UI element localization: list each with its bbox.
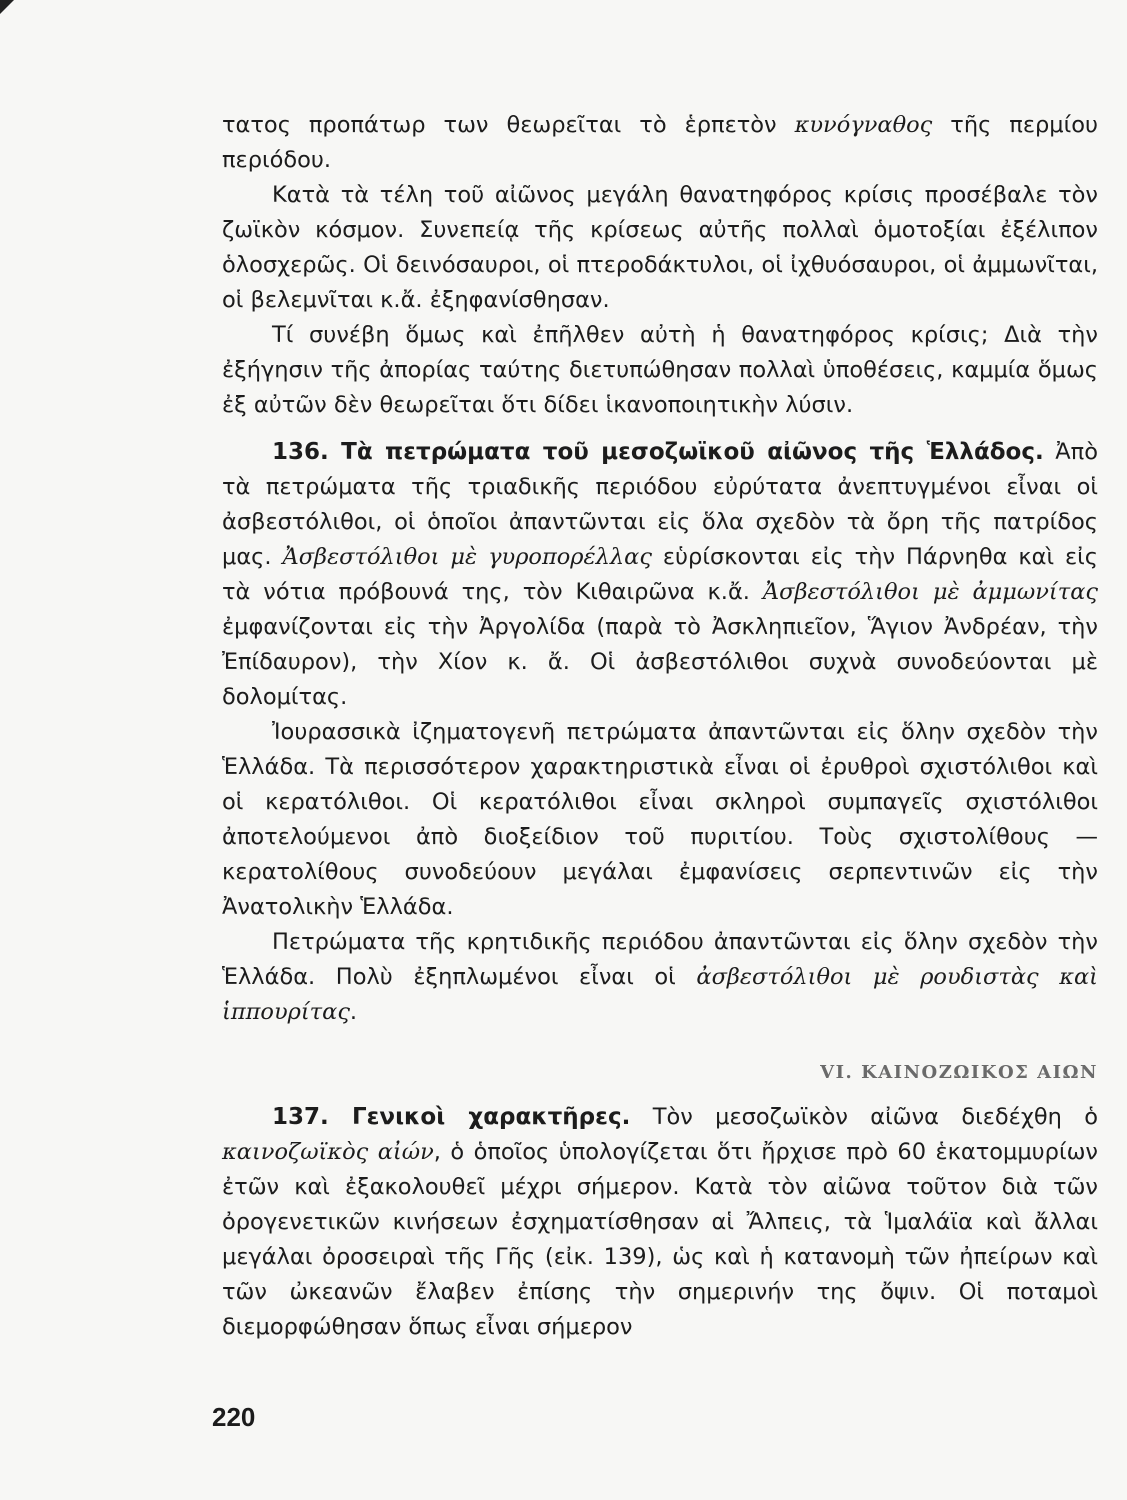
- section-136: 136. Τὰ πετρώματα τοῦ μεσοζωϊκοῦ αἰῶνος τῆς Ἑλλάδος. Ἀπὸ τὰ πετρώματα τῆς τριαδικῆς περιόδου εὐρύτατα ἀνεπτυγμένοι εἶναι οἱ ἀσβεστόλιθοι, οἱ ὁποῖοι ἀπαντῶνται εἰς ὅλα σχεδὸν τὰ ὄρη τῆς πατρίδος μας. Ἀσβεστόλιθοι μὲ γυροπορέλλας εὑρίσκονται εἰς τὴν Πάρνηθα καὶ εἰς τὰ νότια πρόβουνά της, τὸν Κιθαιρῶνα κ.ἄ. Ἀσβεστόλιθοι μὲ ἀμμωνίτας ἐμφανίζονται εἰς τὴν Ἀργολίδα (παρὰ τὸ Ἀσκληπιεῖον, Ἅγιον Ἀνδρέαν, τὴν Ἐπίδαυρον), τὴν Χίον κ. ἄ. Οἱ ἀσβεστόλιθοι συχνὰ συνοδεύονται μὲ δολομίτας.: [222, 439, 1098, 710]
- paragraph-question: Τί συνέβη ὅμως καὶ ἐπῆλθεν αὐτὴ ἡ θανατηφόρος κρίσις; Διὰ τὴν ἐξήγησιν τῆς ἀπορίας ταύτης διετυπώθησαν πολλαὶ ὑποθέσεις, καμμία ὅμως ἐξ αὐτῶν δὲν θεωρεῖται ὅτι δίδει ἱκανοποιητικὴν λύσιν.: [222, 322, 1098, 418]
- section-136-heading: 136. Τὰ πετρώματα τοῦ μεσοζωϊκοῦ αἰῶνος τῆς Ἑλλάδος.: [272, 439, 1044, 465]
- paragraph-jurassic: Ἰουρασσικὰ ἰζηματογενῆ πετρώματα ἀπαντῶνται εἰς ὅλην σχεδὸν τὴν Ἑλλάδα. Τὰ περισσότερον χαρακτηριστικὰ εἶναι οἱ ἐρυθροὶ σχιστόλιθοι καὶ οἱ κερατόλιθοι. Οἱ κερατόλιθοι εἶναι σκληροὶ συμπαγεῖς σχιστόλιθοι ἀποτελούμενοι ἀπὸ διοξείδιον τοῦ πυριτίου. Τοὺς σχιστολίθους — κερατολίθους συνοδεύουν μεγάλαι ἐμφανίσεις σερπεντινῶν εἰς τὴν Ἀνατολικὴν Ἑλλάδα.: [222, 719, 1098, 920]
- page-corner-mark: [0, 0, 14, 14]
- paragraph-extinction: Κατὰ τὰ τέλη τοῦ αἰῶνος μεγάλη θανατηφόρος κρίσις προσέβαλε τὸν ζωϊκὸν κόσμον. Συνεπείᾳ τῆς κρίσεως αὐτῆς πολλαὶ ὁμοτοξίαι ἐξέλιπον ὁλοσχερῶς. Οἱ δεινόσαυροι, οἱ πτεροδάκτυλοι, οἱ ἰχθυόσαυροι, οἱ ἀμμωνῖται, οἱ βελεμνῖται κ.ἄ. ἐξηφανίσθησαν.: [222, 182, 1098, 313]
- section-137-heading: 137. Γενικοὶ χαρακτῆρες.: [272, 1104, 631, 1130]
- section-137: 137. Γενικοὶ χαρακτῆρες. Τὸν μεσοζωϊκὸν αἰῶνα διεδέχθη ὁ καινοζωϊκὸς αἰών, ὁ ὁποῖος ὑπολογίζεται ὅτι ἤρχισε πρὸ 60 ἑκατομμυρίων ἐτῶν καὶ ἐξακολουθεῖ μέχρι σήμερον. Κατὰ τὸν αἰῶνα τοῦτον διὰ τῶν ὀρογενετικῶν κινήσεων ἐσχηματίσθησαν αἱ Ἄλπεις, τὰ Ἱμαλάϊα καὶ ἄλλαι μεγάλαι ὀροσειραὶ τῆς Γῆς (εἰκ. 139), ὡς καὶ ἡ κατανομὴ τῶν ἠπείρων καὶ τῶν ὠκεανῶν ἔλαβεν ἐπίσης τὴν σημερινήν της ὄψιν. Οἱ ποταμοὶ διεμορφώθησαν ὅπως εἶναι σήμερον: [222, 1104, 1098, 1340]
- paragraph-cretaceous: Πετρώματα τῆς κρητιδικῆς περιόδου ἀπαντῶνται εἰς ὅλην σχεδὸν τὴν Ἑλλάδα. Πολὺ ἐξηπλωμένοι εἶναι οἱ ἀσβεστόλιθοι μὲ ρουδιστὰς καὶ ἱππουρίτας.: [222, 929, 1098, 1025]
- page-body: [222, 108, 1098, 1345]
- page-number: 220: [212, 1402, 256, 1432]
- part-heading: VI. ΚΑΙΝΟΖΩΙΚΟΣ ΑΙΩΝ: [820, 1062, 1098, 1083]
- paragraph-top: τατος προπάτωρ των θεωρεῖται τὸ ἑρπετὸν κυνόγναθος τῆς περμίου περιόδου.: [222, 112, 1098, 173]
